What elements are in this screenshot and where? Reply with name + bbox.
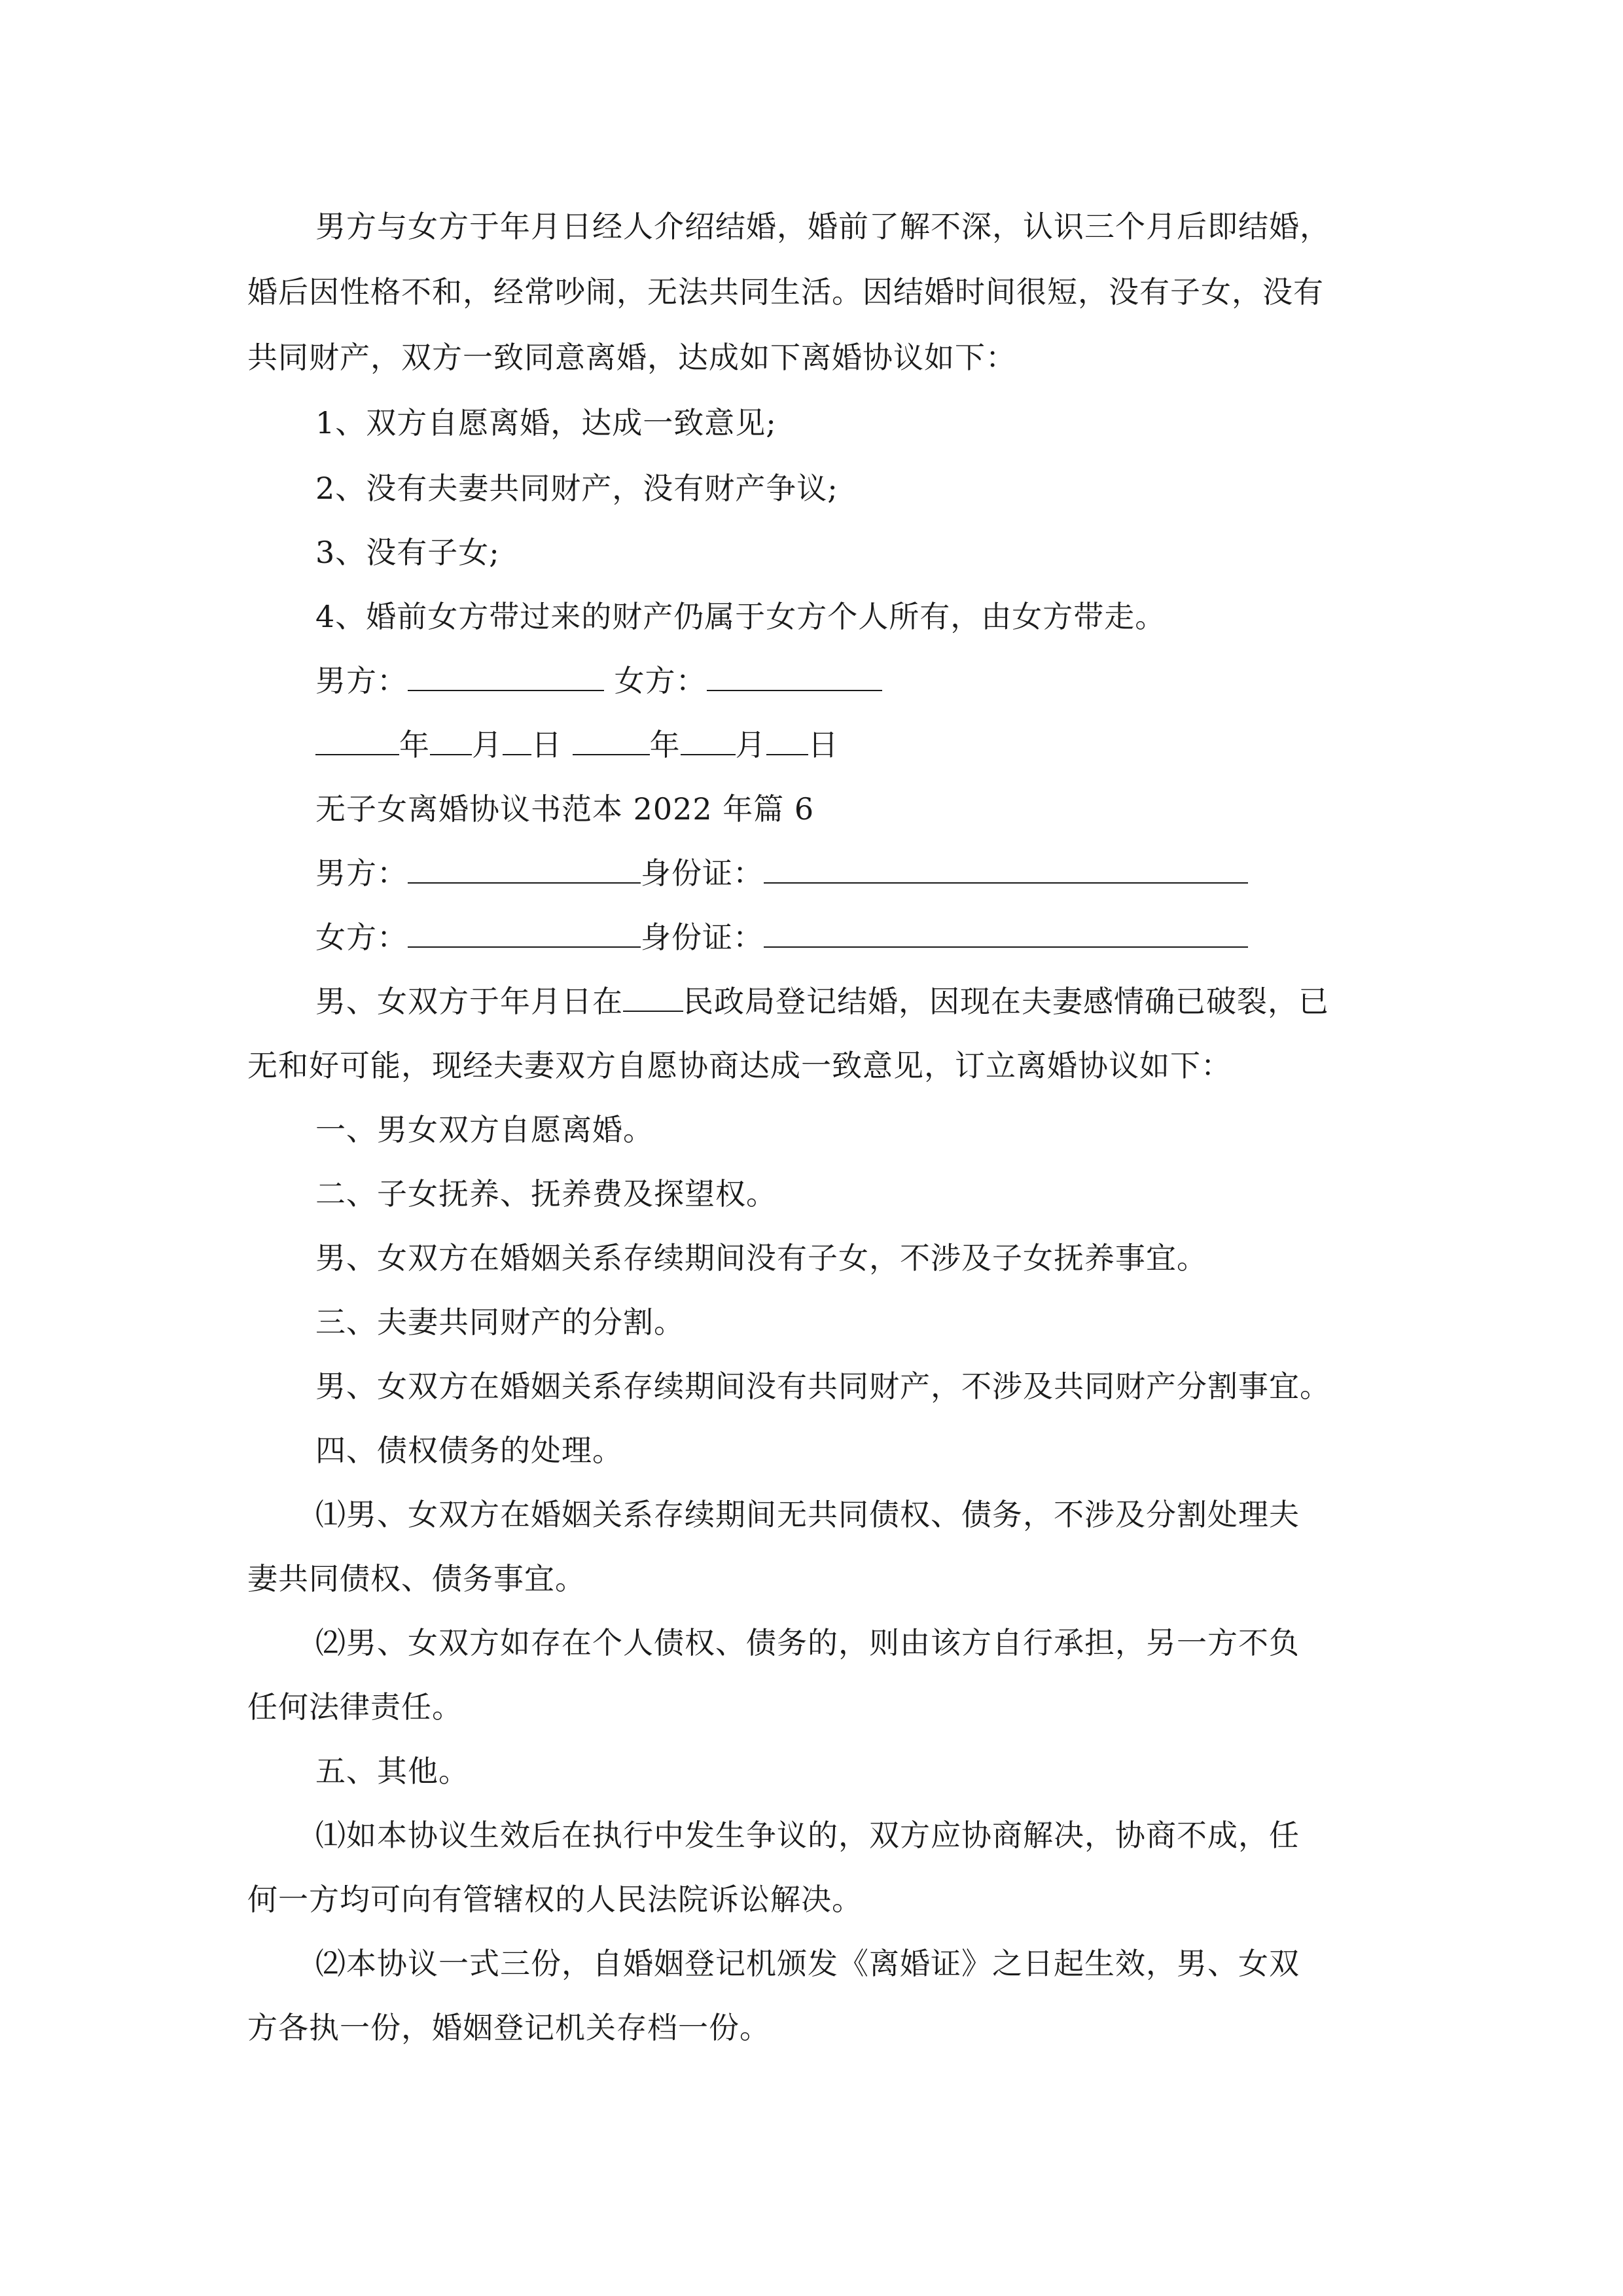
civil-affairs-blank[interactable] (623, 982, 683, 1012)
female-id-blank[interactable] (764, 918, 1248, 948)
clause-5-1-line1: ⑴如本协议生效后在执行中发生争议的，双方应协商解决，协商不成，任 (315, 1818, 1300, 1853)
date-row (315, 725, 839, 764)
month-blank-2[interactable] (681, 725, 736, 755)
male-sign-label: 男方： (315, 663, 408, 698)
day-blank-1[interactable] (503, 725, 531, 755)
male-name-blank[interactable] (408, 853, 641, 884)
para2-line2: 无和好可能，现经夫妻双方自愿协商达成一致意见，订立离婚协议如下： (247, 1048, 1232, 1083)
clause-2-body: 男、女双方在婚姻关系存续期间没有子女，不涉及子女抚养事宜。 (315, 1240, 1207, 1276)
female-party-label: 女方： (315, 920, 408, 955)
female-sign-blank[interactable] (707, 661, 882, 691)
year-label-2: 年 (649, 727, 681, 762)
year-label-1: 年 (399, 727, 430, 762)
month-label-1: 月 (472, 727, 503, 762)
clause-3-body: 男、女双方在婚姻关系存续期间没有共同财产，不涉及共同财产分割事宜。 (315, 1369, 1330, 1404)
clause-5-2-line2: 方各执一份，婚姻登记机关存档一份。 (247, 2010, 770, 2045)
clause-2: 二、子女抚养、抚养费及探望权。 (315, 1176, 777, 1211)
female-sign-label: 女方： (614, 663, 707, 698)
month-blank-1[interactable] (430, 725, 472, 755)
year-blank-2[interactable] (573, 725, 650, 755)
clause-4-2-line2: 任何法律责任。 (247, 1689, 463, 1725)
item-1: 1、双方自愿离婚，达成一致意见; (315, 405, 777, 440)
year-blank-1[interactable] (315, 725, 399, 755)
section-title: 无子女离婚协议书范本 2022 年篇 6 (315, 791, 815, 827)
clause-5-2-line1: ⑵本协议一式三份，自婚姻登记机颁发《离婚证》之日起生效，男、女双 (315, 1946, 1300, 1981)
item-4: 4、婚前女方带过来的财产仍属于女方个人所有，由女方带走。 (315, 599, 1166, 634)
clause-4-1-line1: ⑴男、女双方在婚姻关系存续期间无共同债权、债务，不涉及分割处理夫 (315, 1497, 1300, 1532)
male-id-label: 身份证： (641, 855, 764, 891)
clause-4-2-line1: ⑵男、女双方如存在个人债权、债务的，则由该方自行承担，另一方不负 (315, 1625, 1300, 1660)
female-party-row (315, 918, 1248, 957)
female-id-label: 身份证： (641, 920, 764, 955)
clause-4: 四、债权债务的处理。 (315, 1433, 623, 1468)
month-label-2: 月 (735, 727, 766, 762)
clause-1: 一、男女双方自愿离婚。 (315, 1112, 654, 1147)
male-party-label: 男方： (315, 855, 408, 891)
clause-4-1-line2: 妻共同债权、债务事宜。 (247, 1561, 586, 1596)
item-3: 3、没有子女; (315, 535, 500, 570)
day-label-2: 日 (808, 727, 839, 762)
clause-3: 三、夫妻共同财产的分割。 (315, 1304, 685, 1340)
clause-5-1-line2: 何一方均可向有管辖权的人民法院诉讼解决。 (247, 1882, 863, 1917)
male-id-blank[interactable] (764, 853, 1248, 884)
day-blank-2[interactable] (766, 725, 808, 755)
signature-row (315, 661, 882, 700)
female-name-blank[interactable] (408, 918, 641, 948)
para2-line1-end: 民政局登记结婚，因现在夫妻感情确已破裂，已 (683, 984, 1329, 1019)
para2-line1 (315, 982, 1329, 1021)
clause-5: 五、其他。 (315, 1753, 469, 1789)
item-2: 2、没有夫妻共同财产，没有财产争议; (315, 471, 838, 506)
male-sign-blank[interactable] (408, 661, 604, 691)
day-label-1: 日 (531, 727, 562, 762)
para2-line1-start: 男、女双方于年月日在 (315, 984, 623, 1019)
male-party-row (315, 853, 1248, 893)
para1-line1: 男方与女方于年月日经人介绍结婚，婚前了解不深，认识三个月后即结婚， (315, 209, 1330, 244)
para1-line3: 共同财产，双方一致同意离婚，达成如下离婚协议如下： (247, 340, 1016, 375)
para1-line2: 婚后因性格不和，经常吵闹，无法共同生活。因结婚时间很短，没有子女，没有 (247, 274, 1324, 310)
